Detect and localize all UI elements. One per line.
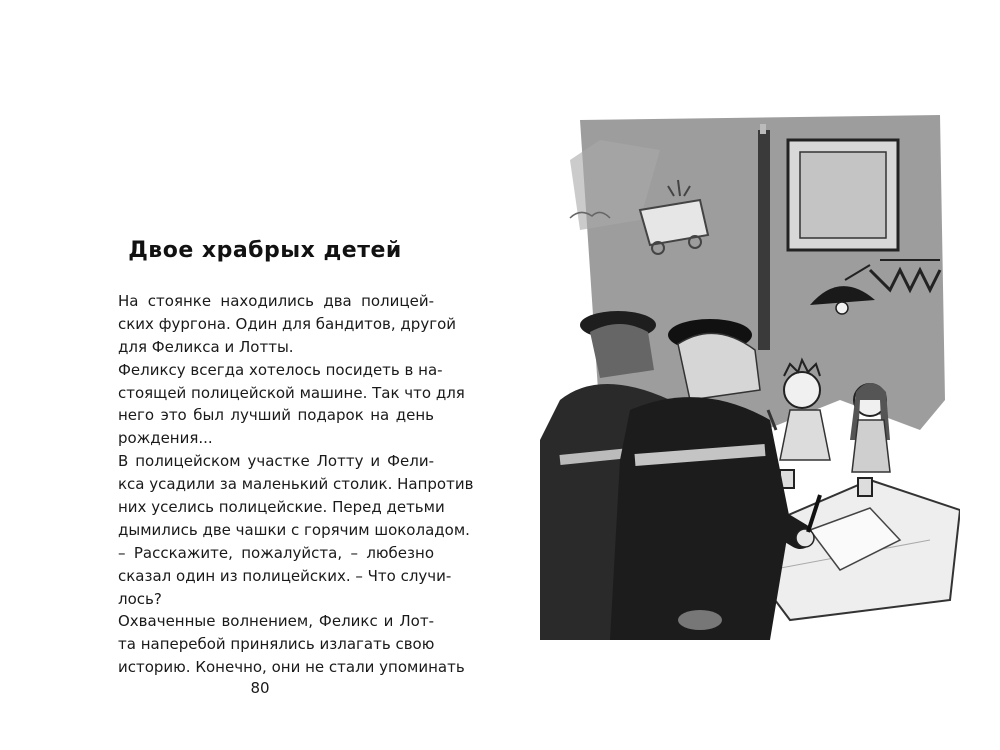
- page-number: 80: [250, 679, 270, 697]
- text-line: – Расскажите, пожалуйста, – любезно: [118, 543, 434, 562]
- text-line: него это был лучший подарок на день: [118, 406, 434, 425]
- text-line: для Феликса и Лотты.: [118, 337, 294, 356]
- text-line: дымились две чашки с горячим шоколадом.: [118, 520, 470, 539]
- text-line: рождения...: [118, 429, 213, 448]
- cup-right: [858, 478, 872, 496]
- text-line: кса усадили за маленький столик. Напротив: [118, 475, 474, 494]
- text-line: лось?: [118, 589, 162, 608]
- text-line: Феликсу всегда хотелось посидеть в на-: [118, 360, 443, 379]
- chapter-title: Двое храбрых детей: [128, 238, 402, 263]
- text-line: них уселись полицейские. Перед детьми: [118, 498, 445, 517]
- text-line: На стоянке находились два полицей-: [118, 292, 434, 310]
- pipe: [758, 130, 770, 350]
- text-line: В полицейском участке Лотту и Фели-: [118, 452, 434, 471]
- text-line: та наперебой принялись излагать свою: [118, 635, 435, 654]
- police-station-illustration: [540, 100, 960, 660]
- body-text: [118, 290, 474, 679]
- text-line: историю. Конечно, они не стали упоминать: [118, 658, 465, 677]
- girl-lotta: [850, 383, 890, 472]
- text-line: сказал один из полицейских. – Что случи-: [118, 566, 452, 585]
- text-line: Охваченные волнением, Феликс и Лот-: [118, 612, 434, 631]
- text-line: стоящей полицейской машине. Так что для: [118, 383, 465, 402]
- text-line: ских фургона. Один для бандитов, другой: [118, 314, 457, 333]
